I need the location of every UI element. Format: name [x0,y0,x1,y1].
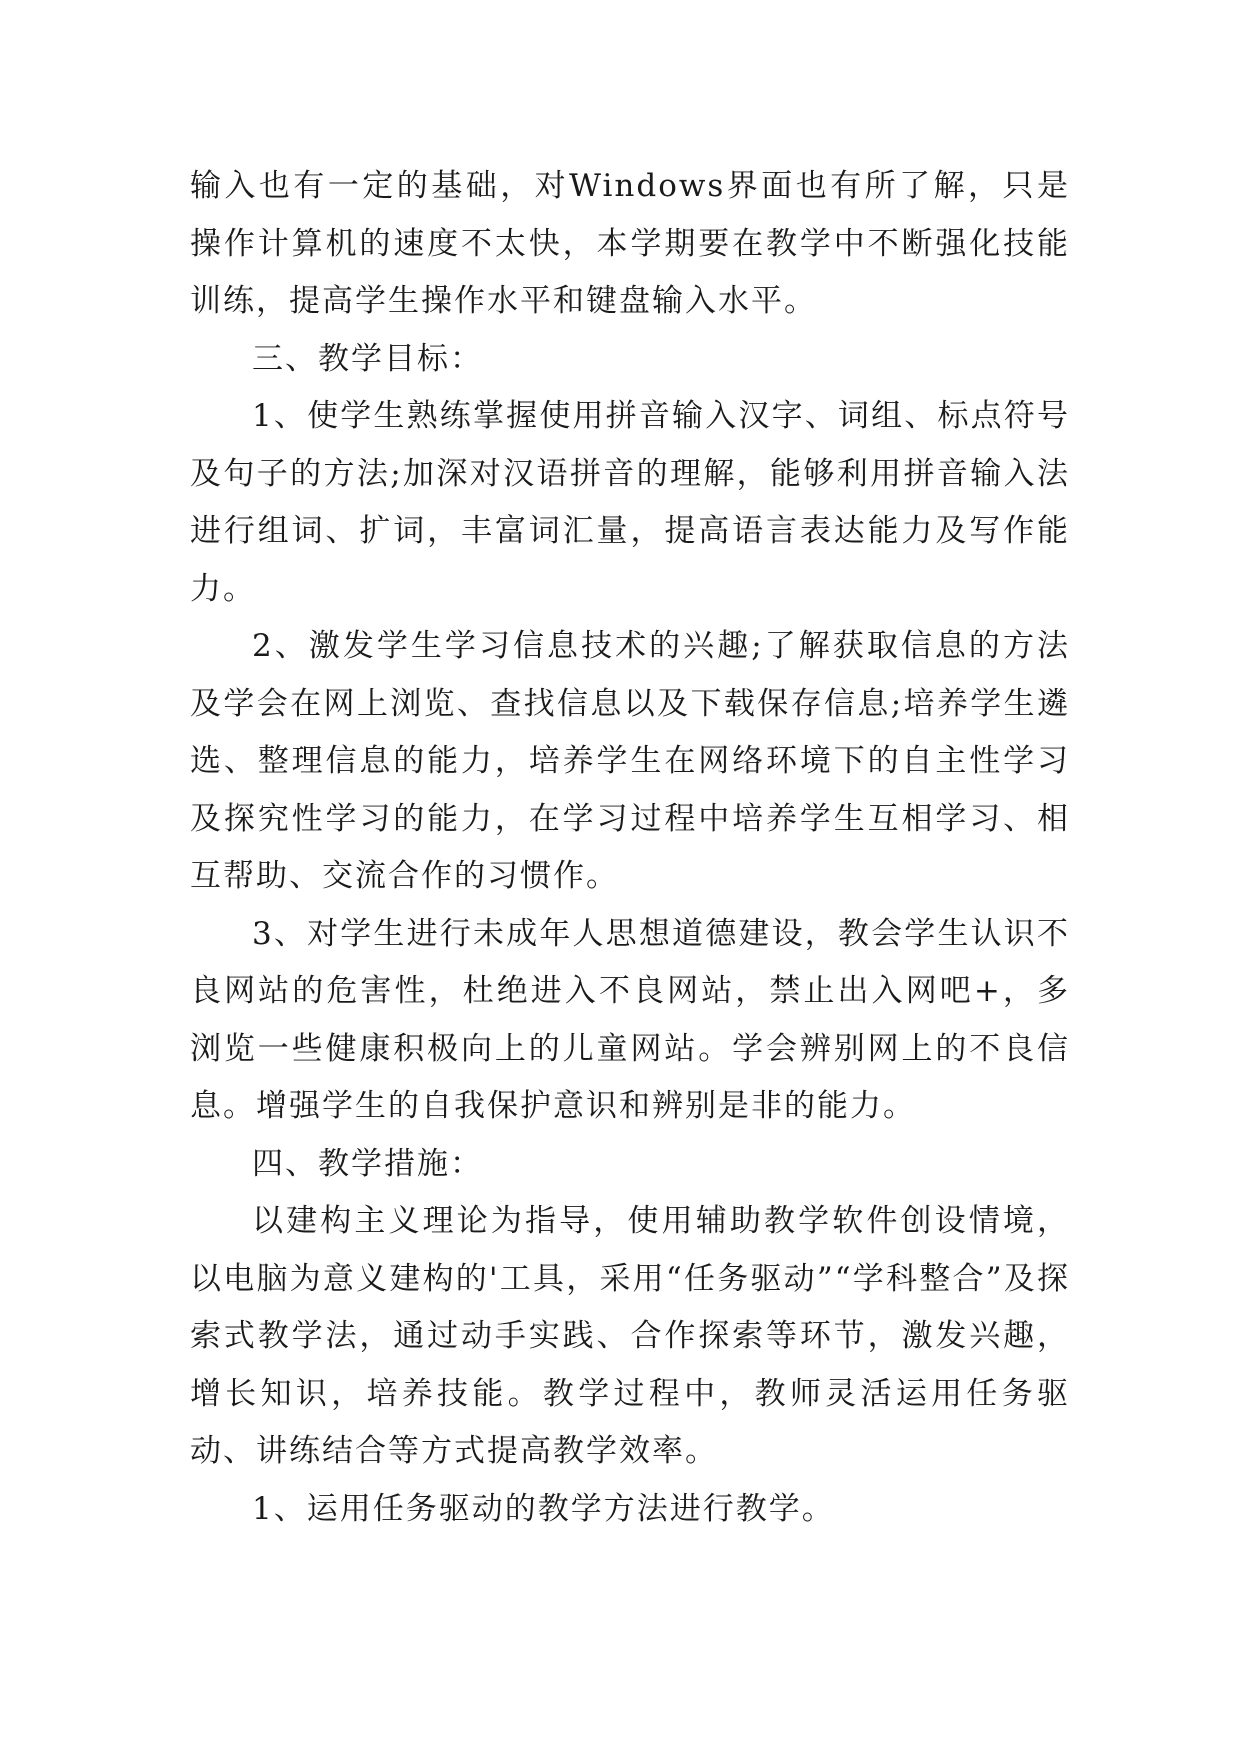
goal-item-1: 1、使学生熟练掌握使用拼音输入汉字、词组、标点符号及句子的方法;加深对汉语拼音的理解，能够利用拼音输入法进行组词、扩词，丰富词汇量，提高语言表达能力及写作能力。 [190,398,1070,607]
section-heading-teaching-goals: 三、教学目标： [252,340,483,377]
measures-paragraph: 以建构主义理论为指导，使用辅助教学软件创设情境，以电脑为意义建构的'工具，采用“任务驱动”“学科整合”及探索式教学法，通过动手实践、合作探索等环节，激发兴趣，增长知识，培养技能。教学过程中，教师灵活运用任务驱动、讲练结合等方式提高教学效率。 [190,1203,1070,1469]
paragraph-continuation: 输入也有一定的基础，对Windows界面也有所了解，只是操作计算机的速度不太快，本学期要在教学中不断强化技能训练，提高学生操作水平和键盘输入水平。 [190,168,1070,319]
goal-item-3: 3、对学生进行未成年人思想道德建设，教会学生认识不良网站的危害性，杜绝进入不良网站，禁止出入网吧+，多浏览一些健康积极向上的儿童网站。学会辨别网上的不良信息。增强学生的自我保护意识和辨别是非的能力。 [190,915,1070,1124]
measure-item-1: 1、运用任务驱动的教学方法进行教学。 [252,1490,835,1527]
document-body [190,158,1070,1538]
goal-item-2: 2、激发学生学习信息技术的兴趣;了解获取信息的方法及学会在网上浏览、查找信息以及下载保存信息;培养学生遴选、整理信息的能力，培养学生在网络环境下的自主性学习及探究性学习的能力，在学习过程中培养学生互相学习、相互帮助、交流合作的习惯作。 [190,628,1070,894]
section-heading-teaching-measures: 四、教学措施： [252,1145,483,1182]
